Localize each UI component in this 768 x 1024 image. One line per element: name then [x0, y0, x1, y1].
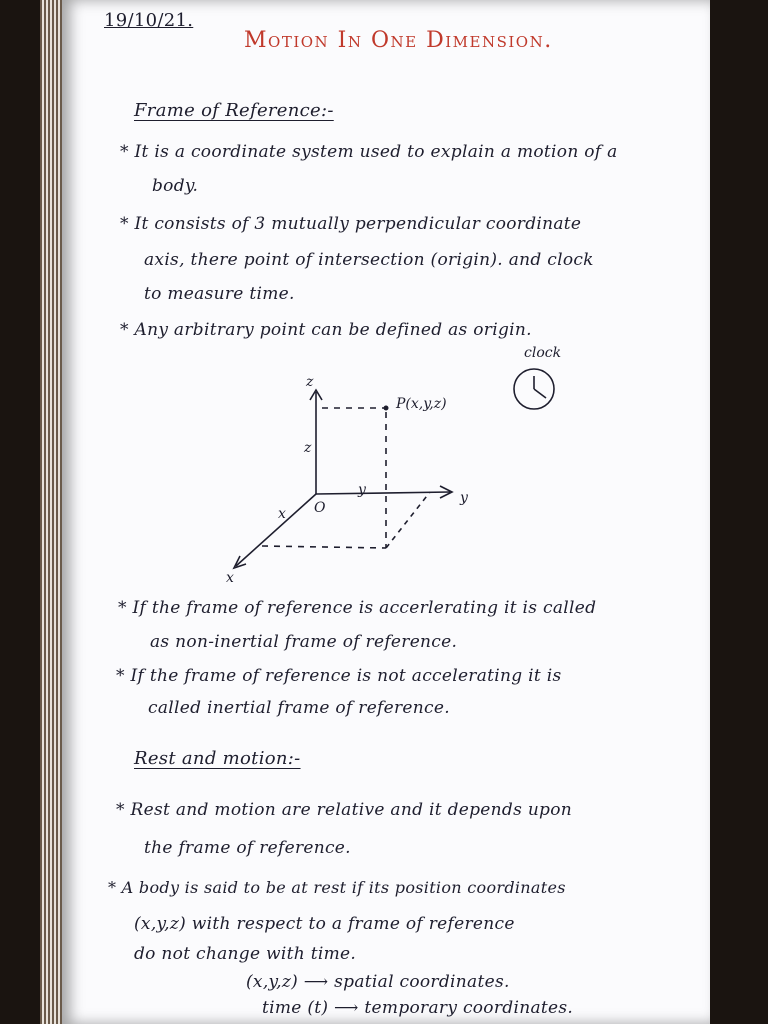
- note-line: to measure time.: [144, 284, 295, 304]
- page-title: Motion In One Dimension.: [244, 28, 553, 53]
- note-line: body.: [152, 176, 199, 196]
- point-label: P(x,y,z): [396, 396, 447, 412]
- note-line: * A body is said to be at rest if its position coordinates: [108, 878, 566, 897]
- note-line: * It consists of 3 mutually perpendicular coordinate: [120, 214, 582, 234]
- heading-rest-and-motion: Rest and motion:-: [134, 748, 301, 769]
- note-line: time (t) ⟶ temporary coordinates.: [262, 998, 574, 1018]
- date: 19/10/21.: [104, 10, 194, 31]
- x-component-label: x: [278, 506, 286, 522]
- heading-frame-of-reference: Frame of Reference:-: [134, 100, 334, 121]
- note-line: as non-inertial frame of reference.: [150, 632, 458, 652]
- note-line: do not change with time.: [134, 944, 357, 964]
- y-component-label: y: [358, 482, 366, 498]
- note-line: * If the frame of reference is accerlerating it is called: [118, 598, 597, 618]
- x-axis: [236, 494, 316, 566]
- note-line: (x,y,z) ⟶ spatial coordinates.: [246, 972, 510, 992]
- note-line: * Any arbitrary point can be defined as origin.: [120, 320, 532, 340]
- x-axis-label: x: [226, 570, 234, 586]
- note-line: called inertial frame of reference.: [148, 698, 450, 718]
- note-line: * Rest and motion are relative and it depends upon: [116, 800, 573, 820]
- note-line: the frame of reference.: [144, 838, 351, 858]
- z-component-label: z: [304, 440, 312, 456]
- note-line: axis, there point of intersection (origin). and clock: [144, 250, 594, 270]
- clock-label: clock: [524, 345, 562, 361]
- y-axis-label: y: [460, 490, 468, 506]
- note-line: (x,y,z) with respect to a frame of reference: [134, 914, 515, 934]
- origin-label: O: [314, 500, 326, 516]
- note-line: * It is a coordinate system used to explain a motion of a: [120, 142, 618, 162]
- note-line: * If the frame of reference is not accelerating it is: [116, 666, 562, 686]
- z-axis-label: z: [306, 374, 314, 390]
